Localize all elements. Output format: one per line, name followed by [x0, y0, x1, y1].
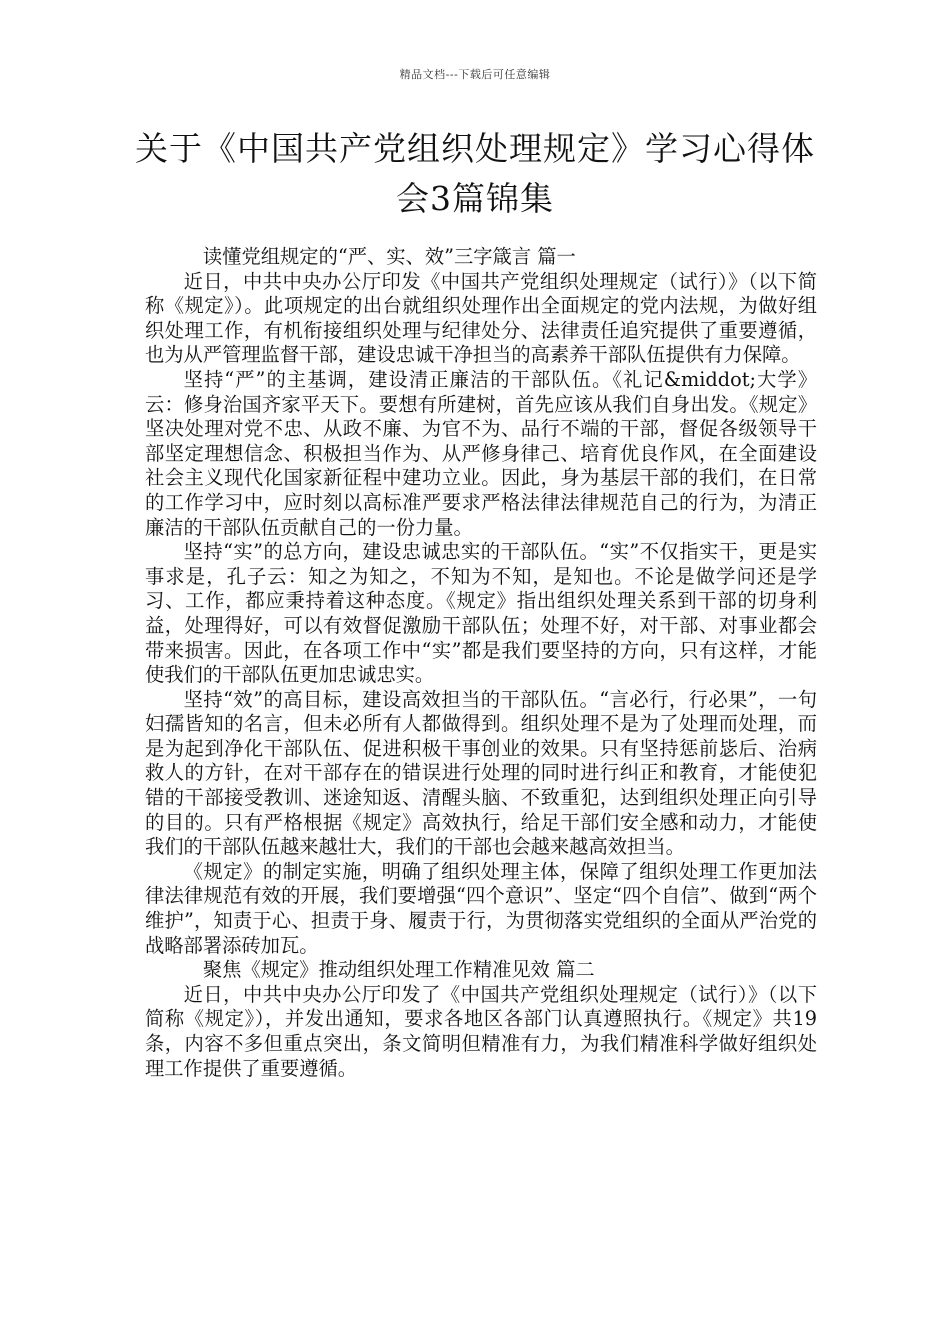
section-heading-2: 聚焦《规定》推动组织处理工作精准见效 篇二 — [202, 958, 595, 982]
body-paragraph: 《规定》的制定实施，明确了组织处理主体，保障了组织处理工作更加法律法律规范有效的开展，我们要增强“四个意识”、坚定“四个自信”、做到“两个维护”，知责于心、担责于身、履责于行，为贯彻落实党组织的全面从严治党的战略部署添砖加瓦。 — [145, 859, 817, 957]
body-paragraph: 坚持“严”的主基调，建设清正廉洁的干部队伍。《礼记&middot;大学》云：修身治国齐家平天下。要想有所建树，首先应该从我们自身出发。《规定》坚决处理对党不忠、从政不廉、为官不为、品行不端的干部，督促各级领导干部坚定理想信念、积极担当作为、从严修身律己、培育优良作风，在全面建设社会主义现代化国家新征程中建功立业。因此，身为基层干部的我们，在日常的工作学习中，应时刻以高标准严要求严格法律法律规范自己的行为，为清正廉洁的干部队伍贡献自己的一份力量。 — [145, 367, 817, 539]
body-paragraph: 近日，中共中央办公厅印发《中国共产党组织处理规定（试行）》（以下简称《规定》）。此项规定的出台就组织处理作出全面规定的党内法规，为做好组织处理工作，有机衔接组织处理与纪律处分、法律责任追究提供了重要遵循，也为从严管理监督干部，建设忠诚干净担当的高素养干部队伍提供有力保障。 — [145, 269, 817, 367]
page-header-note: 精品文档---下载后可任意编辑 — [399, 68, 551, 81]
body-paragraph: 坚持“实”的总方向，建设忠诚忠实的干部队伍。“实”不仅指实干，更是实事求是，孔子云：知之为知之，不知为不知，是知也。不论是做学问还是学习、工作，都应秉持着这种态度。《规定》指出组织处理关系到干部的切身利益，处理得好，可以有效督促激励干部队伍；处理不好，对干部、对事业都会带来损害。因此，在各项工作中“实”都是我们要坚持的方向，只有这样，才能使我们的干部队伍更加忠诚忠实。 — [145, 540, 817, 687]
document-body — [145, 245, 817, 1081]
body-paragraph: 坚持“效”的高目标，建设高效担当的干部队伍。“言必行，行必果”，一句妇孺皆知的名言，但未必所有人都做得到。组织处理不是为了处理而处理，而是为起到净化干部队伍、促进积极干事创业的效果。只有坚持惩前毖后、治病救人的方针，在对干部存在的错误进行处理的同时进行纠正和教育，才能使犯错的干部接受教训、迷途知返、清醒头脑、不致重犯，达到组织处理正向引导的目的。只有严格根据《规定》高效执行，给足干部们安全感和动力，才能使我们的干部队伍越来越壮大，我们的干部也会越来越高效担当。 — [145, 687, 817, 859]
section-heading-1: 读懂党组规定的“严、实、效”三字箴言 篇一 — [202, 245, 576, 268]
body-paragraph: 近日，中共中央办公厅印发了《中国共产党组织处理规定（试行）》（以下简称《规定》），并发出通知，要求各地区各部门认真遵照执行。《规定》共19条，内容不多但重点突出，条文简明但精准有力，为我们精准科学做好组织处理工作提供了重要遵循。 — [145, 982, 817, 1080]
document-title: 关于《中国共产党组织处理规定》学习心得体会3篇锦集 — [135, 129, 815, 218]
